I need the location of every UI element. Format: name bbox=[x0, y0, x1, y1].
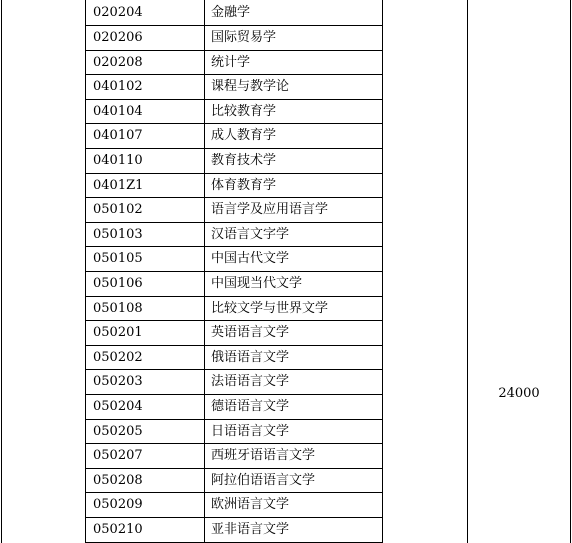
row-major-name: 阿拉伯语语言文学 bbox=[211, 472, 316, 488]
row-major-name: 汉语言文字学 bbox=[211, 226, 290, 242]
row-divider bbox=[85, 394, 383, 395]
row-major-name: 亚非语言文学 bbox=[211, 522, 290, 537]
row-code: 050203 bbox=[93, 374, 143, 390]
row-divider bbox=[85, 25, 383, 26]
row-major-name: 英语语言文学 bbox=[211, 325, 290, 341]
row-code: 040110 bbox=[93, 153, 143, 168]
row-code: 050205 bbox=[93, 423, 143, 439]
row-major-name: 日语语言文学 bbox=[211, 423, 290, 439]
row-code: 050202 bbox=[93, 349, 143, 365]
row-code: 050207 bbox=[93, 448, 143, 464]
row-divider bbox=[85, 443, 383, 444]
row-divider bbox=[85, 271, 383, 272]
row-divider bbox=[85, 369, 383, 370]
row-divider bbox=[85, 468, 383, 469]
row-divider bbox=[85, 320, 383, 321]
row-divider bbox=[85, 296, 383, 297]
row-major-name: 课程与教学论 bbox=[211, 79, 290, 95]
row-divider bbox=[85, 517, 383, 518]
row-divider bbox=[85, 74, 383, 75]
row-code: 050102 bbox=[93, 202, 143, 218]
row-major-name: 体育教育学 bbox=[211, 177, 277, 193]
row-divider bbox=[85, 173, 383, 174]
row-divider bbox=[85, 246, 383, 247]
row-code: 020206 bbox=[93, 30, 143, 45]
row-code: 020204 bbox=[93, 5, 143, 21]
row-major-name: 教育技术学 bbox=[211, 153, 277, 168]
row-code: 050105 bbox=[93, 251, 143, 267]
row-major-name: 欧洲语言文学 bbox=[211, 497, 290, 513]
row-divider bbox=[85, 345, 383, 346]
row-code: 050108 bbox=[93, 300, 143, 316]
row-major-name: 国际贸易学 bbox=[211, 30, 277, 45]
row-divider bbox=[85, 50, 383, 51]
row-major-name: 统计学 bbox=[211, 54, 251, 70]
row-major-name: 语言学及应用语言学 bbox=[211, 202, 329, 218]
row-major-name: 中国古代文学 bbox=[211, 251, 290, 267]
table-border-left bbox=[1, 0, 2, 543]
row-code: 050201 bbox=[93, 325, 143, 341]
row-divider bbox=[85, 197, 383, 198]
row-divider bbox=[85, 492, 383, 493]
row-major-name: 比较文学与世界文学 bbox=[211, 300, 329, 316]
row-code: 050209 bbox=[93, 497, 143, 513]
table-border-right bbox=[570, 0, 571, 543]
row-divider bbox=[85, 123, 383, 124]
row-divider bbox=[85, 99, 383, 100]
row-divider bbox=[85, 148, 383, 149]
row-code: 020208 bbox=[93, 54, 143, 70]
row-code: 050210 bbox=[93, 522, 143, 537]
row-major-name: 法语语言文学 bbox=[211, 374, 290, 390]
row-major-name: 俄语语言文学 bbox=[211, 349, 290, 365]
row-major-name: 中国现当代文学 bbox=[211, 276, 303, 291]
row-code: 050208 bbox=[93, 472, 143, 488]
row-major-name: 金融学 bbox=[211, 5, 251, 21]
row-major-name: 比较教育学 bbox=[211, 103, 277, 119]
row-divider bbox=[85, 222, 383, 223]
row-code: 040104 bbox=[93, 103, 143, 119]
row-major-name: 西班牙语语言文学 bbox=[211, 448, 316, 464]
row-code: 050103 bbox=[93, 226, 143, 242]
row-code: 050204 bbox=[93, 399, 143, 414]
row-code: 050106 bbox=[93, 276, 143, 291]
row-divider bbox=[85, 419, 383, 420]
tuition-fee-value: 24000 bbox=[498, 386, 540, 401]
column-divider-fee bbox=[467, 0, 468, 543]
row-code: 040102 bbox=[93, 79, 143, 95]
row-code: 0401Z1 bbox=[93, 177, 144, 193]
row-major-name: 德语语言文学 bbox=[211, 399, 290, 414]
row-major-name: 成人教育学 bbox=[211, 128, 277, 144]
row-code: 040107 bbox=[93, 128, 143, 144]
